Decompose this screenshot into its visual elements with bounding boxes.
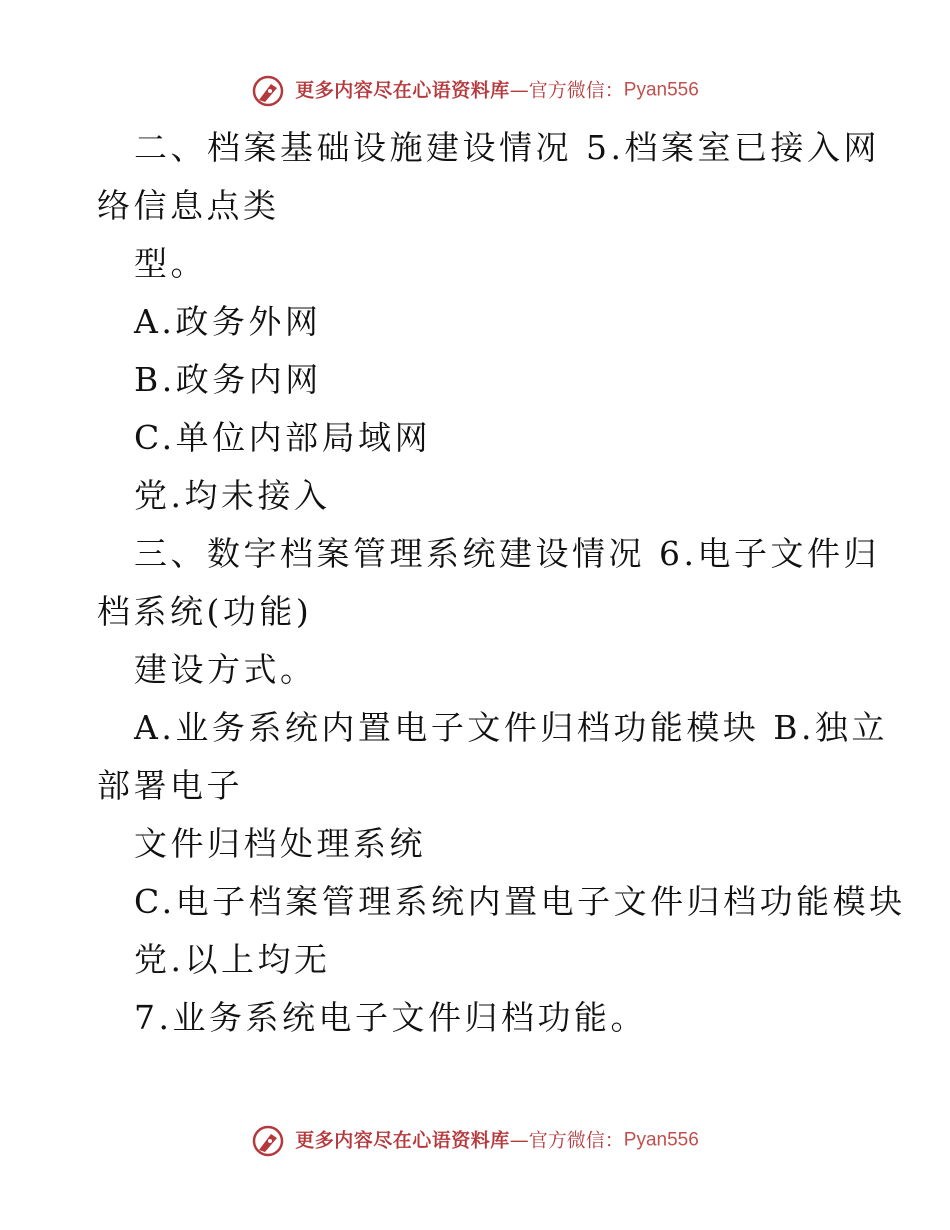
watermark-brand: 更多内容尽在心语资料库 bbox=[295, 1129, 510, 1152]
text-line: A.业务系统内置电子文件归档功能模块 B.独立 bbox=[134, 708, 889, 747]
text-line: 二、档案基础设施建设情况 5.档案室已接入网 bbox=[134, 128, 880, 167]
pen-nib-logo-icon bbox=[251, 1124, 285, 1158]
watermark-separator: — bbox=[509, 1129, 529, 1152]
text-line: 党.以上均无 bbox=[134, 940, 331, 979]
text-line: 建设方式。 bbox=[134, 650, 317, 689]
watermark-wechat-id: Pyan556 bbox=[623, 79, 699, 101]
text-line: 部署电子 bbox=[97, 766, 243, 805]
watermark-footer bbox=[0, 1122, 950, 1158]
watermark-brand: 更多内容尽在心语资料库 bbox=[295, 79, 510, 102]
text-line: 党.均未接入 bbox=[134, 476, 331, 515]
text-line: B.政务内网 bbox=[134, 360, 322, 399]
watermark-wechat-label: 官方微信： bbox=[528, 1129, 624, 1152]
watermark-header bbox=[0, 72, 950, 108]
text-line: 档系统(功能) bbox=[97, 592, 313, 631]
text-line: 7.业务系统电子文件归档功能。 bbox=[134, 998, 647, 1037]
text-line: C.电子档案管理系统内置电子文件归档功能模块 bbox=[134, 882, 906, 921]
text-line: 络信息点类 bbox=[97, 186, 280, 225]
pen-nib-logo-icon bbox=[251, 74, 285, 108]
watermark-wechat-label: 官方微信： bbox=[528, 79, 624, 102]
watermark-wechat-id: Pyan556 bbox=[623, 1129, 699, 1151]
text-line: 型。 bbox=[134, 244, 207, 283]
text-line: A.政务外网 bbox=[134, 302, 322, 341]
text-line: 文件归档处理系统 bbox=[134, 824, 426, 863]
watermark-separator: — bbox=[509, 79, 529, 102]
text-line: 三、数字档案管理系统建设情况 6.电子文件归 bbox=[134, 534, 880, 573]
text-line: C.单位内部局域网 bbox=[134, 418, 432, 457]
